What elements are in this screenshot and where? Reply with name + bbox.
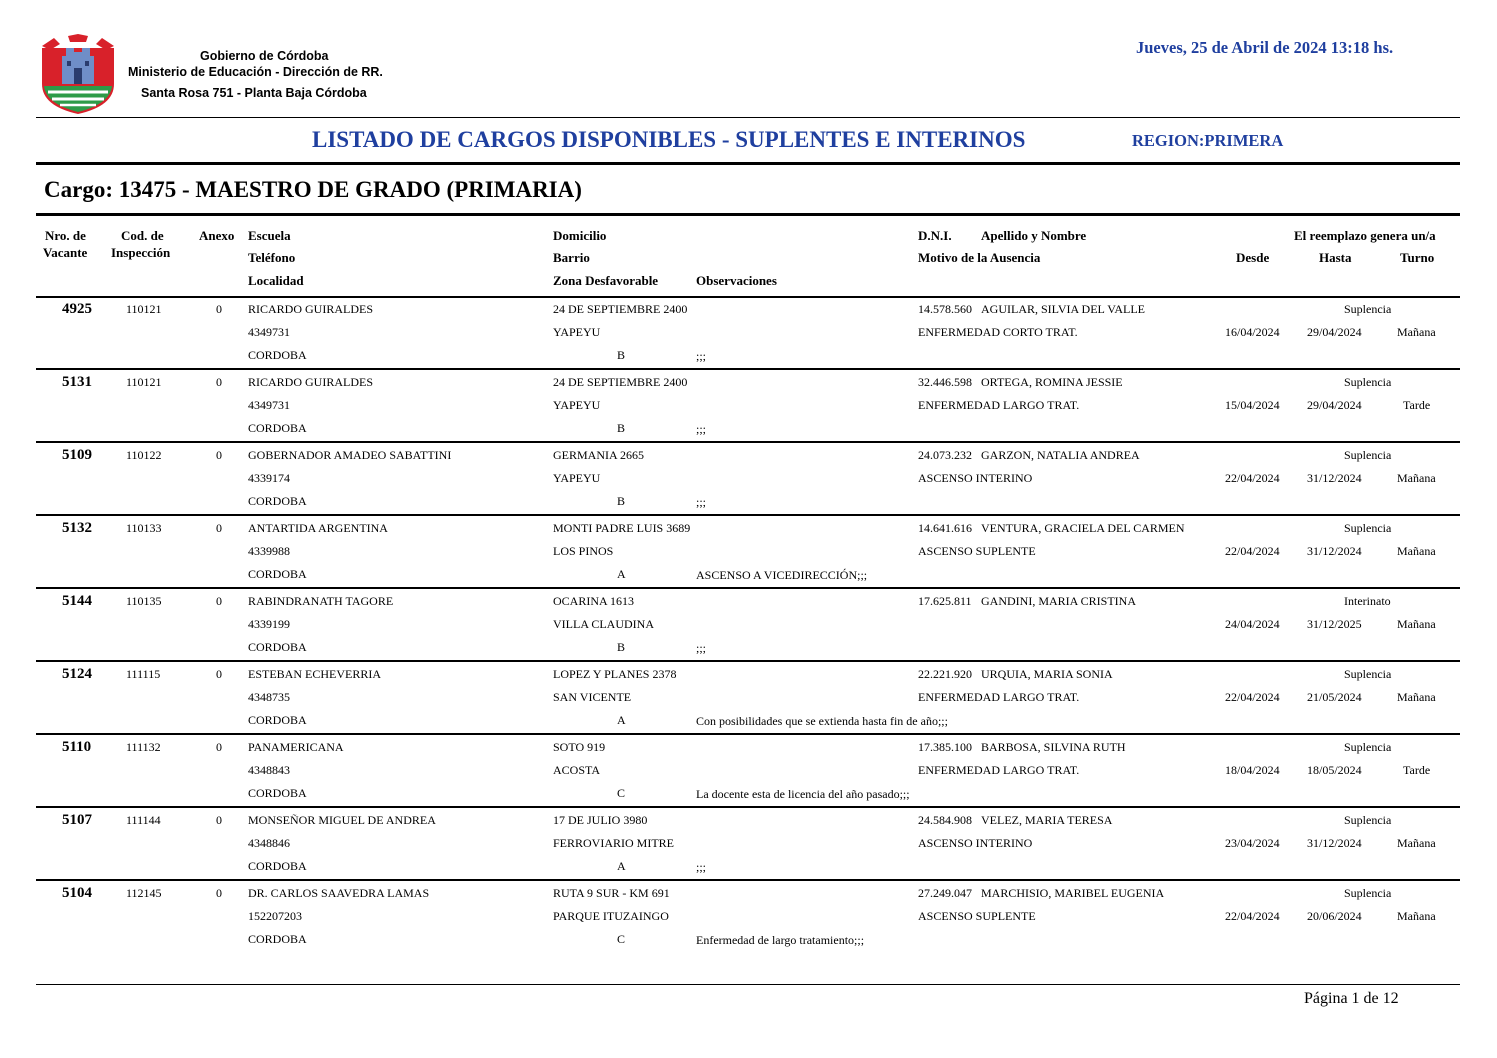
row-obs: Con posibilidades que se extienda hasta fin de año;;; bbox=[696, 714, 948, 728]
row-desde: 22/04/2024 bbox=[1225, 690, 1280, 704]
row-nombre: MARCHISIO, MARIBEL EUGENIA bbox=[981, 886, 1165, 900]
row-hasta: 31/12/2024 bbox=[1307, 471, 1362, 485]
row-telefono: 4348843 bbox=[248, 763, 290, 777]
row-telefono: 4339199 bbox=[248, 617, 290, 631]
row-cod: 110122 bbox=[126, 448, 162, 462]
row-turno: Tarde bbox=[1403, 398, 1431, 412]
row-turno: Mañana bbox=[1397, 471, 1436, 485]
report-datetime: Jueves, 25 de Abril de 2024 13:18 hs. bbox=[1136, 38, 1394, 57]
row-localidad: CORDOBA bbox=[248, 421, 307, 435]
org-line-3: Santa Rosa 751 - Planta Baja Córdoba bbox=[141, 86, 367, 100]
row-turno: Mañana bbox=[1397, 836, 1436, 850]
row-dni: 24.073.232 bbox=[918, 448, 972, 462]
row-turno: Mañana bbox=[1397, 544, 1436, 558]
row-escuela: ESTEBAN ECHEVERRIA bbox=[248, 667, 381, 681]
row-barrio: YAPEYU bbox=[553, 325, 601, 339]
row-escuela: MONSEÑOR MIGUEL DE ANDREA bbox=[248, 813, 436, 827]
row-cod: 110135 bbox=[126, 594, 162, 608]
col-dni: D.N.I. bbox=[918, 228, 952, 243]
row-vacante: 5104 bbox=[62, 885, 92, 901]
row-hasta: 31/12/2025 bbox=[1307, 617, 1362, 631]
row-genera: Suplencia bbox=[1344, 521, 1392, 535]
row-divider bbox=[36, 514, 1460, 516]
row-dni: 17.385.100 bbox=[918, 740, 972, 754]
row-localidad: CORDOBA bbox=[248, 713, 307, 727]
row-desde: 16/04/2024 bbox=[1225, 325, 1280, 339]
row-genera: Suplencia bbox=[1344, 813, 1392, 827]
row-zona: B bbox=[617, 348, 626, 362]
row-barrio: FERROVIARIO MITRE bbox=[553, 836, 675, 850]
col-motivo: Motivo de la Ausencia bbox=[918, 250, 1041, 265]
row-cod: 111132 bbox=[126, 740, 161, 754]
row-dni: 27.249.047 bbox=[918, 886, 972, 900]
row-vacante: 4925 bbox=[62, 301, 92, 317]
row-zona: B bbox=[617, 421, 626, 435]
row-zona: A bbox=[617, 567, 626, 581]
col-nro-1: Nro. de bbox=[45, 228, 86, 243]
col-turno: Turno bbox=[1400, 250, 1435, 265]
row-genera: Suplencia bbox=[1344, 448, 1392, 462]
row-localidad: CORDOBA bbox=[248, 494, 307, 508]
col-hasta: Hasta bbox=[1319, 250, 1352, 265]
row-desde: 18/04/2024 bbox=[1225, 763, 1280, 777]
row-obs: La docente esta de licencia del año pasado;;; bbox=[696, 787, 910, 801]
title-divider bbox=[36, 162, 1460, 165]
row-domicilio: OCARINA 1613 bbox=[553, 594, 635, 608]
cargo-divider bbox=[36, 213, 1460, 216]
row-hasta: 31/12/2024 bbox=[1307, 836, 1362, 850]
row-telefono: 4339988 bbox=[248, 544, 290, 558]
row-genera: Suplencia bbox=[1344, 302, 1392, 316]
row-desde: 24/04/2024 bbox=[1225, 617, 1280, 631]
row-motivo: ASCENSO SUPLENTE bbox=[918, 909, 1036, 923]
row-desde: 15/04/2024 bbox=[1225, 398, 1280, 412]
row-cod: 112145 bbox=[126, 886, 162, 900]
row-anexo: 0 bbox=[216, 448, 222, 462]
row-desde: 22/04/2024 bbox=[1225, 544, 1280, 558]
row-turno: Mañana bbox=[1397, 690, 1436, 704]
row-divider bbox=[36, 587, 1460, 589]
row-zona: A bbox=[617, 713, 626, 727]
row-divider bbox=[36, 660, 1460, 662]
row-hasta: 29/04/2024 bbox=[1307, 398, 1362, 412]
col-cod-2: Inspección bbox=[111, 245, 171, 260]
row-escuela: PANAMERICANA bbox=[248, 740, 344, 754]
row-obs: ASCENSO A VICEDIRECCIÓN;;; bbox=[696, 568, 868, 582]
row-anexo: 0 bbox=[216, 594, 222, 608]
row-anexo: 0 bbox=[216, 302, 222, 316]
row-divider bbox=[36, 806, 1460, 808]
row-genera: Interinato bbox=[1344, 594, 1391, 608]
row-motivo: ASCENSO INTERINO bbox=[918, 471, 1033, 485]
row-obs: ;;; bbox=[696, 641, 707, 655]
row-domicilio: 24 DE SEPTIEMBRE 2400 bbox=[553, 375, 688, 389]
org-line-2: Ministerio de Educación - Dirección de RR. bbox=[128, 65, 383, 79]
row-domicilio: LOPEZ Y PLANES 2378 bbox=[553, 667, 677, 681]
row-domicilio: 17 DE JULIO 3980 bbox=[553, 813, 648, 827]
row-dni: 14.641.616 bbox=[918, 521, 972, 535]
row-vacante: 5109 bbox=[62, 447, 92, 463]
row-anexo: 0 bbox=[216, 375, 222, 389]
row-escuela: RICARDO GUIRALDES bbox=[248, 302, 374, 316]
row-escuela: RABINDRANATH TAGORE bbox=[248, 594, 394, 608]
row-barrio: YAPEYU bbox=[553, 471, 601, 485]
row-localidad: CORDOBA bbox=[248, 932, 307, 946]
row-nombre: VENTURA, GRACIELA DEL CARMEN bbox=[981, 521, 1185, 535]
row-telefono: 4339174 bbox=[248, 471, 290, 485]
col-localidad: Localidad bbox=[248, 273, 304, 288]
row-escuela: GOBERNADOR AMADEO SABATTINI bbox=[248, 448, 452, 462]
row-zona: C bbox=[617, 932, 626, 946]
col-telefono: Teléfono bbox=[248, 250, 296, 265]
row-desde: 23/04/2024 bbox=[1225, 836, 1280, 850]
row-turno: Mañana bbox=[1397, 325, 1436, 339]
row-nombre: AGUILAR, SILVIA DEL VALLE bbox=[981, 302, 1145, 316]
row-cod: 110121 bbox=[126, 375, 162, 389]
row-divider bbox=[36, 879, 1460, 881]
row-telefono: 152207203 bbox=[248, 909, 302, 923]
row-vacante: 5132 bbox=[62, 520, 92, 536]
row-localidad: CORDOBA bbox=[248, 567, 307, 581]
page-number: Página 1 de 12 bbox=[1304, 990, 1399, 1007]
row-hasta: 18/05/2024 bbox=[1307, 763, 1362, 777]
col-anexo: Anexo bbox=[199, 228, 235, 243]
row-telefono: 4349731 bbox=[248, 325, 290, 339]
row-genera: Suplencia bbox=[1344, 375, 1392, 389]
row-vacante: 5124 bbox=[62, 666, 92, 682]
col-observaciones: Observaciones bbox=[696, 273, 777, 288]
row-cod: 111115 bbox=[126, 667, 161, 681]
col-nro-2: Vacante bbox=[43, 245, 88, 260]
col-barrio: Barrio bbox=[553, 250, 590, 265]
row-obs: ;;; bbox=[696, 422, 707, 436]
row-divider bbox=[36, 368, 1460, 370]
row-desde: 22/04/2024 bbox=[1225, 909, 1280, 923]
row-escuela: DR. CARLOS SAAVEDRA LAMAS bbox=[248, 886, 430, 900]
row-localidad: CORDOBA bbox=[248, 348, 307, 362]
row-localidad: CORDOBA bbox=[248, 859, 307, 873]
row-genera: Suplencia bbox=[1344, 886, 1392, 900]
row-zona: A bbox=[617, 859, 626, 873]
row-obs: ;;; bbox=[696, 495, 707, 509]
row-hasta: 20/06/2024 bbox=[1307, 909, 1362, 923]
row-escuela: RICARDO GUIRALDES bbox=[248, 375, 374, 389]
col-genera: El reemplazo genera un/a bbox=[1294, 228, 1436, 243]
row-anexo: 0 bbox=[216, 740, 222, 754]
row-zona: B bbox=[617, 494, 626, 508]
row-motivo: ASCENSO SUPLENTE bbox=[918, 544, 1036, 558]
row-turno: Mañana bbox=[1397, 617, 1436, 631]
row-divider bbox=[36, 441, 1460, 443]
row-escuela: ANTARTIDA ARGENTINA bbox=[248, 521, 388, 535]
row-barrio: VILLA CLAUDINA bbox=[553, 617, 654, 631]
row-motivo: ENFERMEDAD LARGO TRAT. bbox=[918, 690, 1080, 704]
row-vacante: 5110 bbox=[62, 739, 92, 755]
row-obs: Enfermedad de largo tratamiento;;; bbox=[696, 933, 865, 947]
row-nombre: URQUIA, MARIA SONIA bbox=[981, 667, 1113, 681]
row-cod: 110121 bbox=[126, 302, 162, 316]
row-dni: 17.625.811 bbox=[918, 594, 972, 608]
row-telefono: 4349731 bbox=[248, 398, 290, 412]
row-desde: 22/04/2024 bbox=[1225, 471, 1280, 485]
row-barrio: SAN VICENTE bbox=[553, 690, 632, 704]
row-genera: Suplencia bbox=[1344, 667, 1392, 681]
col-zona: Zona Desfavorable bbox=[553, 273, 659, 288]
row-domicilio: SOTO 919 bbox=[553, 740, 606, 754]
row-dni: 32.446.598 bbox=[918, 375, 972, 389]
row-nombre: ORTEGA, ROMINA JESSIE bbox=[981, 375, 1123, 389]
row-dni: 14.578.560 bbox=[918, 302, 972, 316]
row-telefono: 4348846 bbox=[248, 836, 290, 850]
region-label: REGION:PRIMERA bbox=[1132, 131, 1284, 150]
row-vacante: 5131 bbox=[62, 374, 92, 390]
row-barrio: PARQUE ITUZAINGO bbox=[553, 909, 669, 923]
row-domicilio: RUTA 9 SUR - KM 691 bbox=[553, 886, 670, 900]
row-barrio: LOS PINOS bbox=[553, 544, 614, 558]
row-telefono: 4348735 bbox=[248, 690, 290, 704]
header-divider bbox=[36, 117, 1460, 118]
row-motivo: ENFERMEDAD LARGO TRAT. bbox=[918, 763, 1080, 777]
row-anexo: 0 bbox=[216, 886, 222, 900]
row-obs: ;;; bbox=[696, 349, 707, 363]
row-zona: C bbox=[617, 786, 626, 800]
report-title: LISTADO DE CARGOS DISPONIBLES - SUPLENTES E INTERINOS bbox=[312, 127, 1026, 152]
org-line-1: Gobierno de Córdoba bbox=[200, 49, 329, 63]
row-vacante: 5144 bbox=[62, 593, 92, 609]
row-nombre: BARBOSA, SILVINA RUTH bbox=[981, 740, 1126, 754]
row-anexo: 0 bbox=[216, 667, 222, 681]
column-header-divider bbox=[36, 296, 1460, 298]
col-escuela: Escuela bbox=[248, 228, 291, 243]
row-barrio: ACOSTA bbox=[553, 763, 601, 777]
row-motivo: ENFERMEDAD CORTO TRAT. bbox=[918, 325, 1078, 339]
row-turno: Mañana bbox=[1397, 909, 1436, 923]
row-motivo: ASCENSO INTERINO bbox=[918, 836, 1033, 850]
row-dni: 22.221.920 bbox=[918, 667, 972, 681]
row-cod: 111144 bbox=[126, 813, 161, 827]
row-turno: Tarde bbox=[1403, 763, 1431, 777]
row-anexo: 0 bbox=[216, 813, 222, 827]
row-nombre: GANDINI, MARIA CRISTINA bbox=[981, 594, 1136, 608]
row-hasta: 29/04/2024 bbox=[1307, 325, 1362, 339]
col-apellido: Apellido y Nombre bbox=[981, 228, 1087, 243]
row-anexo: 0 bbox=[216, 521, 222, 535]
row-dni: 24.584.908 bbox=[918, 813, 972, 827]
row-obs: ;;; bbox=[696, 860, 707, 874]
row-vacante: 5107 bbox=[62, 812, 92, 828]
row-zona: B bbox=[617, 640, 626, 654]
cordoba-crest-logo bbox=[38, 34, 118, 116]
col-desde: Desde bbox=[1236, 250, 1270, 265]
col-cod-1: Cod. de bbox=[121, 228, 164, 243]
col-domicilio: Domicilio bbox=[553, 228, 607, 243]
row-domicilio: MONTI PADRE LUIS 3689 bbox=[553, 521, 691, 535]
row-hasta: 31/12/2024 bbox=[1307, 544, 1362, 558]
row-localidad: CORDOBA bbox=[248, 640, 307, 654]
footer-divider bbox=[36, 984, 1460, 985]
row-motivo: ENFERMEDAD LARGO TRAT. bbox=[918, 398, 1080, 412]
cargo-heading: Cargo: 13475 - MAESTRO DE GRADO (PRIMARIA) bbox=[44, 177, 582, 202]
row-genera: Suplencia bbox=[1344, 740, 1392, 754]
row-nombre: VELEZ, MARIA TERESA bbox=[981, 813, 1113, 827]
row-domicilio: 24 DE SEPTIEMBRE 2400 bbox=[553, 302, 688, 316]
row-domicilio: GERMANIA 2665 bbox=[553, 448, 645, 462]
row-cod: 110133 bbox=[126, 521, 162, 535]
row-hasta: 21/05/2024 bbox=[1307, 690, 1362, 704]
row-divider bbox=[36, 733, 1460, 735]
row-nombre: GARZON, NATALIA ANDREA bbox=[981, 448, 1140, 462]
row-barrio: YAPEYU bbox=[553, 398, 601, 412]
row-localidad: CORDOBA bbox=[248, 786, 307, 800]
